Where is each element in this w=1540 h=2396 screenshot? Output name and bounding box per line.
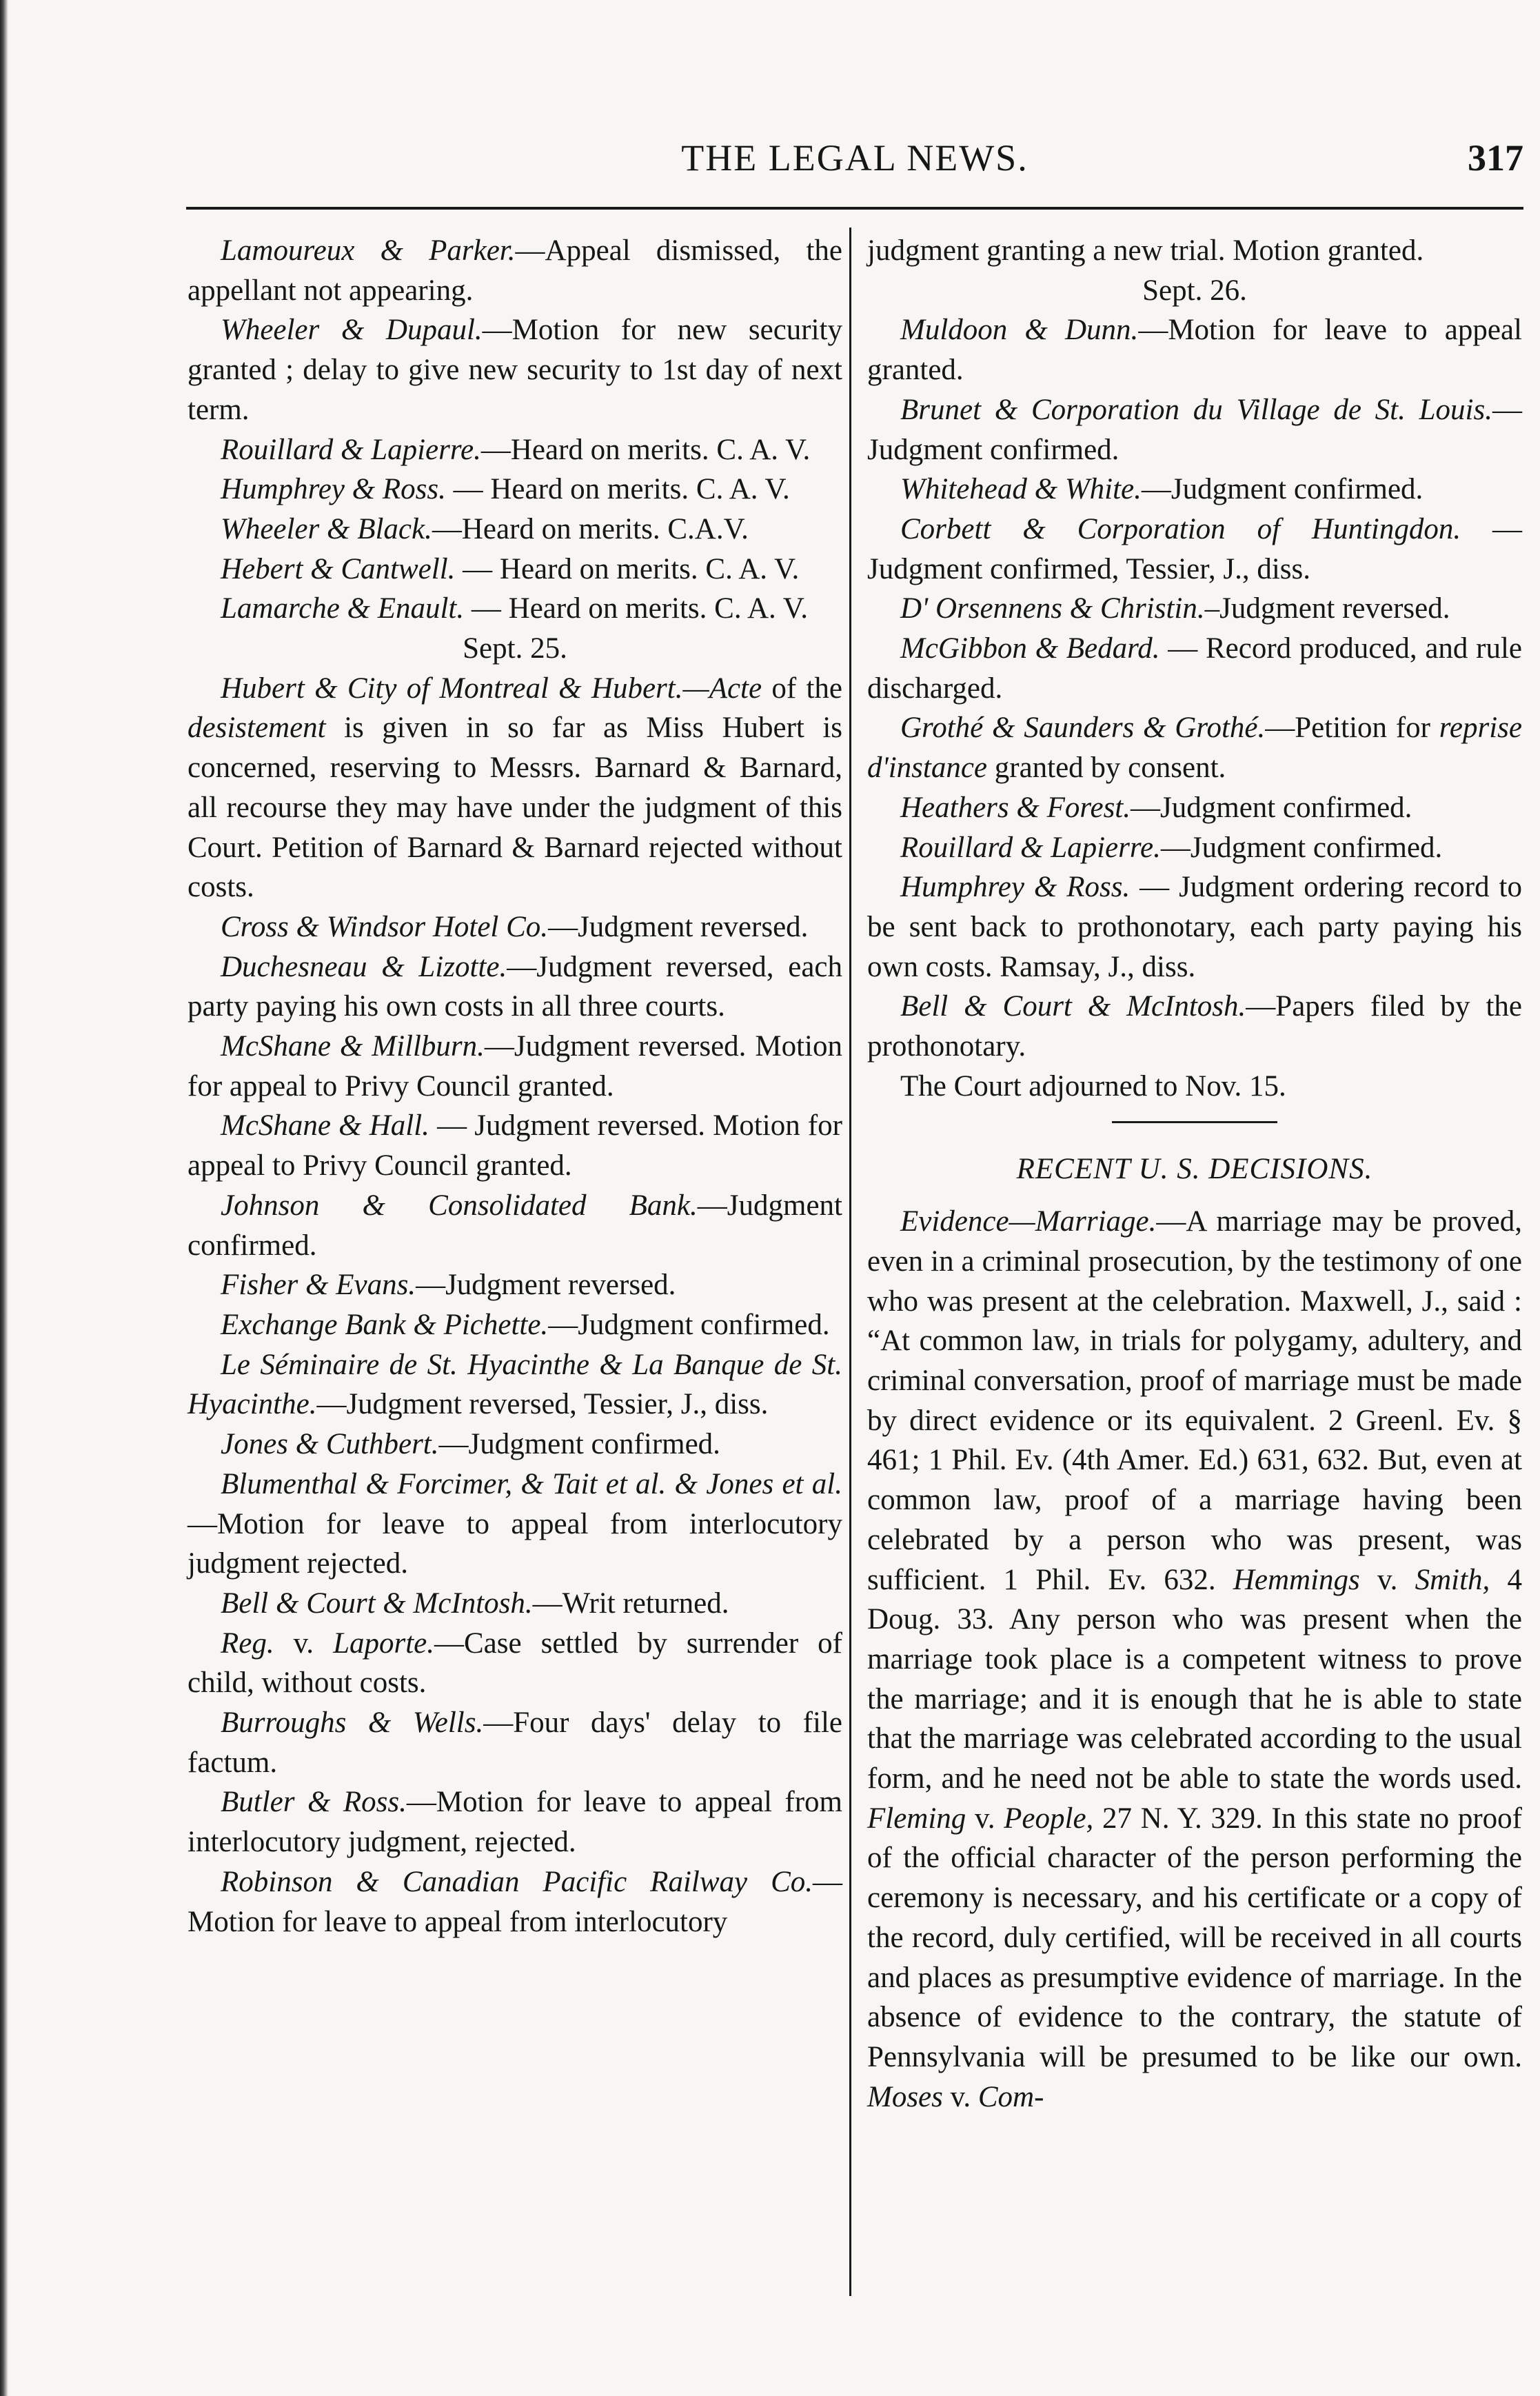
case-entry (188, 1106, 842, 1185)
case-entry (188, 947, 842, 1027)
ruling-text: —Judgment confirmed. (1131, 791, 1412, 824)
case-name: Brunet & Corporation du Village de St. Louis. (900, 393, 1492, 426)
case-entry (188, 550, 842, 590)
ruling-text: —Judgment confirmed. (438, 1428, 720, 1461)
case-name: Butler & Ross. (221, 1786, 407, 1819)
ruling-text: — Heard on merits. C. A. V. (445, 473, 790, 506)
decision-text: v. (1359, 1563, 1415, 1596)
decision-text: 27 N. Y. 329. In this state no proof of the official character of the person performing the ceremony is necessary, and his certificate or a copy of the record, duly certified, will be received in all courts and places as presumptive evidence of marriage. In the absence of evidence to the contrary, the statute of Pennsylvania will be presumed to be like our own. (867, 1802, 1522, 2073)
case-entry (188, 1862, 842, 1942)
case-name: Burroughs & Wells. (221, 1707, 484, 1740)
ruling-text: —Case settled by surrender of child, without costs. (188, 1627, 842, 1700)
ruling-text: of the (762, 672, 842, 705)
ruling-text: —Motion for leave to appeal from interlocutory (188, 1865, 842, 1938)
ruling-text: —Motion for leave to appeal granted. (867, 314, 1522, 387)
case-name: Muldoon & Dunn. (900, 314, 1139, 347)
right-entries (867, 231, 1522, 1106)
case-name: Bell & Court & McIntosh. (221, 1587, 533, 1620)
case-entry (188, 907, 842, 947)
case-entry (188, 1027, 842, 1106)
case-name: Wheeler & Dupaul. (221, 314, 483, 347)
ruling-text: —Writ returned. (532, 1587, 729, 1620)
case-name: Rouillard & Lapierre. (900, 831, 1161, 864)
continuation-text: judgment granting a new trial. Motion granted. (867, 234, 1424, 267)
ruling-text: —Judgment confirmed. (1141, 473, 1424, 506)
case-name: Heathers & Forest. (900, 791, 1131, 824)
page-spine-shadow (0, 0, 8, 2396)
cited-case: People, (1004, 1802, 1094, 1835)
case-name: Blumenthal & Forcimer, & Tait et al. & Jones et al. (221, 1467, 842, 1500)
cited-case: Fleming (867, 1802, 966, 1835)
case-entry (867, 470, 1522, 510)
case-name: Lamoureux & Parker. (221, 234, 516, 267)
ruling-text: —Judgment reversed. Motion for appeal to Privy Council granted. (188, 1030, 842, 1103)
ruling-text: — Judgment reversed. Motion for appeal to Privy Council granted. (188, 1109, 842, 1182)
case-name: Duchesneau & Lizotte. (221, 950, 507, 983)
section-heading: RECENT U. S. DECISIONS. (1016, 1153, 1373, 1186)
case-entry (867, 788, 1522, 828)
case-name: desistement (188, 712, 326, 745)
case-name: Corbett & Corporation of Huntingdon. (900, 512, 1461, 545)
ruling-text: — Record produced, and rule discharged. (867, 632, 1522, 705)
case-entry (188, 589, 842, 629)
ruling-text: — Heard on merits. C. A. V. (464, 592, 809, 625)
ruling-text: —Judgment reversed. (416, 1269, 676, 1302)
case-entry (188, 1186, 842, 1265)
case-name: Grothé & Saunders & Grothé. (900, 712, 1266, 745)
ruling-text: —Judgment reversed. (548, 910, 809, 943)
cited-case: Hemmings (1233, 1563, 1360, 1596)
ruling-text: —Motion for leave to appeal from interlocutory judgment rejected. (188, 1507, 842, 1580)
case-entry (188, 1305, 842, 1345)
ruling-text: v. (274, 1627, 334, 1660)
cited-case: Moses (867, 2080, 943, 2113)
case-entry (867, 828, 1522, 868)
column-divider (849, 228, 851, 2296)
ruling-text: —Motion for leave to appeal from interlocutory judgment, rejected. (188, 1786, 842, 1859)
case-entry (188, 310, 842, 430)
ruling-text: —Papers filed by the prothonotary. (867, 990, 1522, 1063)
case-name: Wheeler & Black. (221, 512, 432, 545)
case-entry (188, 470, 842, 510)
case-name: Whitehead & White. (900, 473, 1142, 506)
ruling-text: —Judgment reversed, each party paying his own costs in all three courts. (188, 950, 842, 1023)
case-entry (188, 1782, 842, 1862)
case-entry (867, 390, 1522, 470)
header-rule (186, 207, 1523, 210)
ruling-text: —Judgment confirmed. (548, 1308, 830, 1341)
ruling-text: — Judgment confirmed, Tessier, J., diss. (867, 512, 1523, 585)
ruling-text: —Judgment reversed, Tessier, J., diss. (316, 1388, 769, 1421)
case-entry (867, 589, 1522, 629)
ruling-text: —Heard on merits. C. A. V. (480, 433, 811, 466)
decision-text: 4 Doug. 33. Any person who was present when the marriage took place is a competent witness to prove the marriage; and it is enough that he is able to state that the marriage was celebrated according to the usual form, and he need not be able to state the words used. (867, 1563, 1522, 1795)
case-entry (188, 1345, 842, 1424)
ruling-text: —Petition for (1265, 712, 1439, 745)
case-entry (867, 987, 1522, 1066)
case-entry (188, 1265, 842, 1305)
case-name: Rouillard & Lapierre. (221, 433, 481, 466)
right-column (867, 231, 1522, 2117)
case-name: Jones & Cuthbert. (221, 1428, 439, 1461)
decision-text: —A marriage may be proved, even in a criminal prosecution, by the testimony of one who was present at the celebration. Maxwell, J., said : “At common law, in trials for polygamy, adultery, and criminal conversation, proof of marriage must be made by direct evidence or its equivalent. 2 Greenl. Ev. § 461; 1 Phil. Ev. (4th Amer. Ed.) 631, 632. But, even at common law, proof of a marriage having been celebrated by a person who was present, was sufficient. 1 Phil. Ev. 632. (867, 1205, 1522, 1596)
case-name: Bell & Court & McIntosh. (900, 990, 1246, 1023)
case-name: McShane & Millburn. (221, 1030, 485, 1063)
case-name: D' Orsennens & Christin. (900, 592, 1205, 625)
case-entry (188, 1703, 842, 1782)
case-entry (188, 510, 842, 550)
case-entry (867, 310, 1522, 390)
cited-case: Smith, (1415, 1563, 1490, 1596)
case-name: McGibbon & Bedard. (900, 632, 1160, 665)
case-entry (867, 510, 1522, 589)
decision-text: v. (966, 1802, 1004, 1835)
ruling-text: —Appeal dismissed, the appellant not appearing. (188, 234, 842, 307)
page-number: 317 (1468, 137, 1523, 179)
ruling-text: —Motion for new security granted ; delay to give new security to 1st day of next term. (188, 314, 843, 426)
case-name: Cross & Windsor Hotel Co. (221, 910, 549, 943)
ruling-text: –Judgment reversed. (1204, 592, 1450, 625)
cited-case: Com- (977, 2080, 1044, 2113)
ruling-text: —Judgment confirmed. (1160, 831, 1443, 864)
ruling-text: — Heard on merits. C. A. V. (455, 552, 800, 585)
decision-text: v. (942, 2080, 978, 2113)
case-entry (188, 430, 842, 470)
case-name: Le Séminaire de St. Hyacinthe & La Banque de St. Hyacinthe. (188, 1348, 842, 1421)
case-name: Laporte. (333, 1627, 434, 1660)
case-entry (867, 629, 1522, 708)
case-entry (188, 669, 842, 907)
page-header (186, 131, 1523, 200)
ruling-text: —Heard on merits. C.A.V. (432, 512, 749, 545)
left-column (188, 231, 842, 1942)
ruling-text: —Judgment confirmed. (867, 393, 1522, 466)
case-entry (867, 867, 1522, 987)
case-entry (188, 1624, 842, 1703)
session-date: Sept. 26. (1142, 274, 1247, 307)
case-name: reprise d'instance (867, 712, 1522, 785)
case-entry (188, 1464, 842, 1584)
session-date: Sept. 25. (463, 632, 567, 665)
case-name: Robinson & Canadian Pacific Railway Co. (221, 1865, 813, 1898)
case-name: Hubert & City of Montreal & Hubert.—Acte (221, 672, 762, 705)
section-rule (1112, 1121, 1277, 1123)
decision-topic: Evidence—Marriage. (900, 1205, 1157, 1238)
case-name: Humphrey & Ross. (900, 871, 1131, 904)
case-entry (188, 231, 842, 310)
case-name: Humphrey & Ross. (221, 473, 446, 506)
case-name: Exchange Bank & Pichette. (221, 1308, 549, 1341)
case-name: Hebert & Cantwell. (221, 552, 456, 585)
adjournment-note: The Court adjourned to Nov. 15. (900, 1069, 1286, 1103)
ruling-text: granted by consent. (987, 752, 1226, 785)
ruling-text: is given in so far as Miss Hubert is concerned, reserving to Messrs. Barnard & Barnard, all recourse they may have under the judgment of this Court. Petition of Barnard & Barnard rejected without costs. (188, 712, 842, 904)
ruling-text: — Judgment ordering record to be sent back to prothonotary, each party paying his own costs. Ramsay, J., diss. (867, 871, 1523, 983)
decision-paragraph (867, 1202, 1522, 2117)
case-entry (867, 708, 1522, 787)
case-entry (188, 1584, 842, 1624)
ruling-text: —Four days' delay to file factum. (188, 1707, 842, 1779)
case-name: Johnson & Consolidated Bank. (221, 1189, 698, 1222)
ruling-text: —Judgment confirmed. (188, 1189, 842, 1262)
journal-title: THE LEGAL NEWS. (681, 137, 1029, 179)
case-name: Reg. (221, 1627, 274, 1660)
case-name: McShane & Hall. (221, 1109, 429, 1142)
case-name: Fisher & Evans. (221, 1269, 416, 1302)
case-entry (188, 1424, 842, 1464)
case-name: Lamarche & Enault. (221, 592, 465, 625)
